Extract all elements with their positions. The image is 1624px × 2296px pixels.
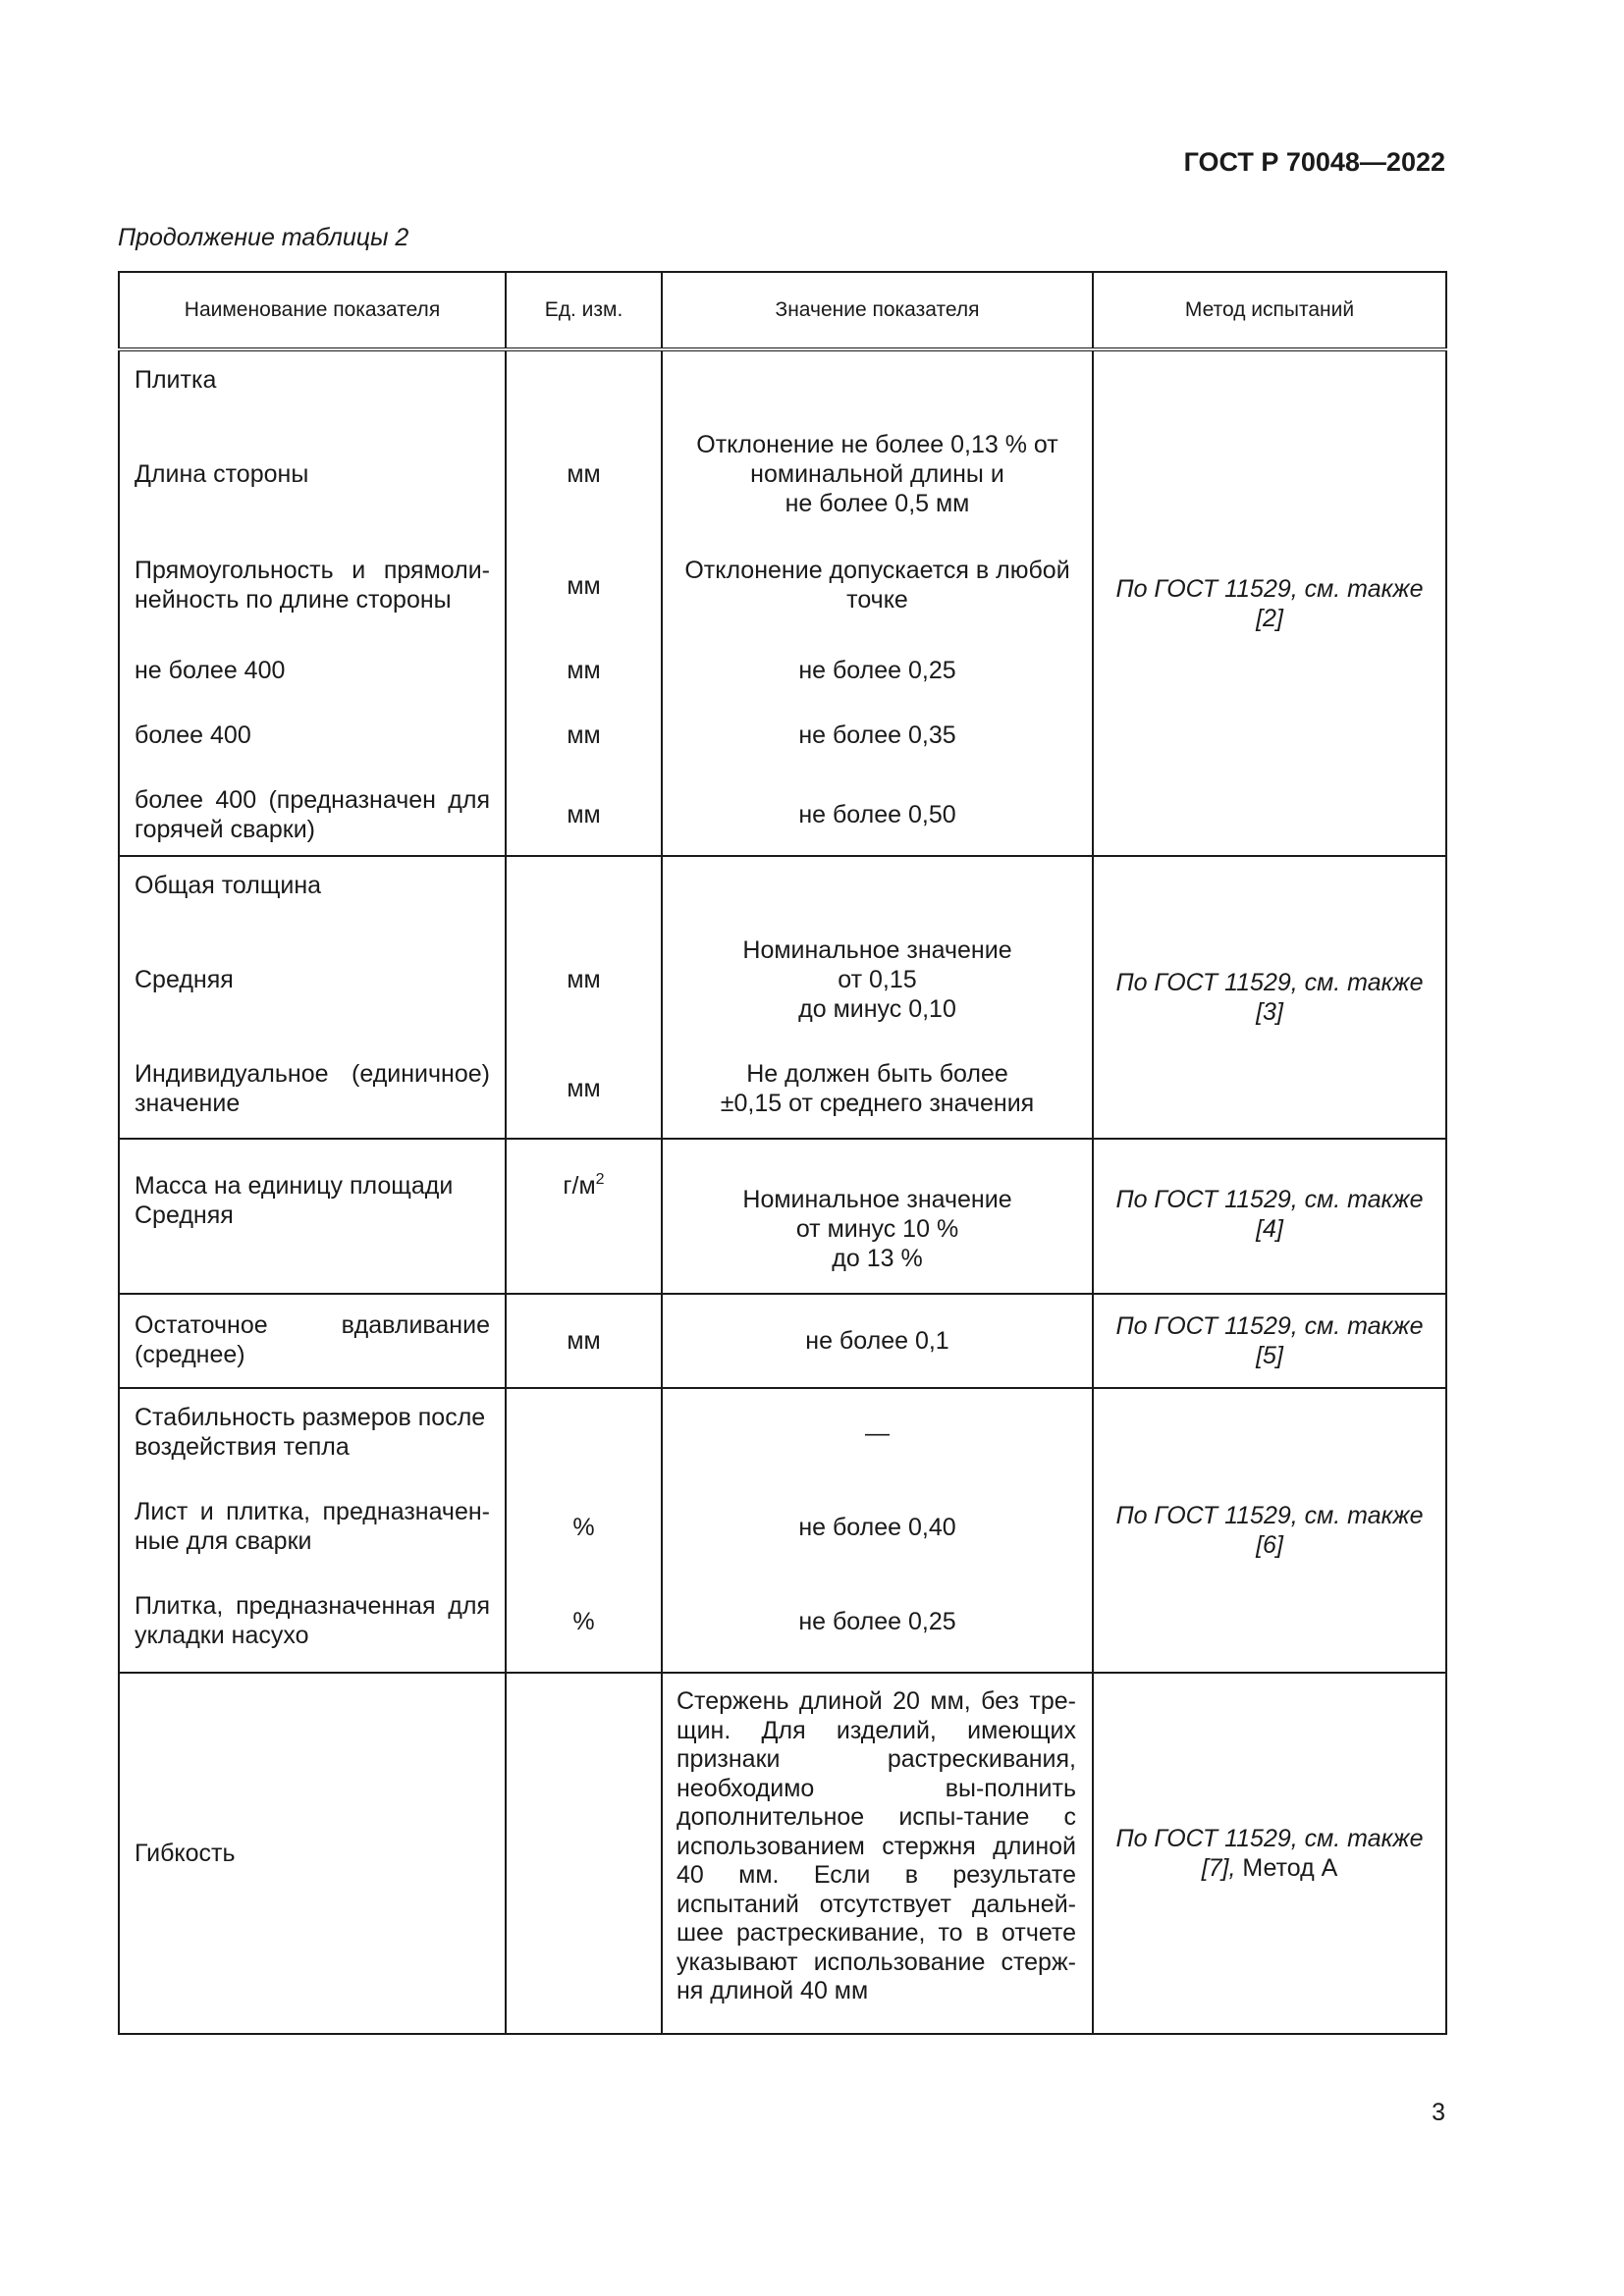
method-text: По ГОСТ 11529, см. также [1115,574,1424,603]
method-text: По ГОСТ 11529, см. также [1115,1825,1424,1852]
table-header-row [119,272,1446,349]
value-text: Отклонение не более 0,13 % от номинальной длины и не более 0,5 мм [696,431,1058,517]
value-text: Отклонение допускается в любой точке [684,557,1070,614]
method-suffix: Метод А [1235,1854,1338,1882]
value-text: не более 0,25 [798,657,956,684]
table-row-indentation [119,1294,1446,1388]
param-name: более 400 [135,721,251,749]
value-text: Номинальное значение от 0,15 до минус 0,10 [742,936,1012,1023]
cell-value [662,1139,1093,1294]
cell-unit [506,856,662,1139]
method-text: По ГОСТ 11529, см. также [1115,969,1424,996]
table-row-thickness [119,856,1446,1139]
param-name: Стабильность размеров после воздействия тепла [135,1404,486,1461]
cell-unit [506,1294,662,1388]
param-name: Индивидуальное (единичное) значение [135,1060,490,1117]
column-header-name: Наименование показателя [119,272,506,349]
cell-value [662,1673,1093,2034]
cell-unit [506,349,662,856]
unit-text: мм [567,801,601,828]
value-text: Не должен быть более ±0,15 от среднего значения [720,1060,1035,1117]
param-name: Масса на единицу площади Средняя [135,1172,454,1229]
standard-designation: ГОСТ Р 70048—2022 [1183,147,1445,177]
cell-name [119,856,506,1139]
method-reference: [5] [1256,1342,1283,1369]
param-name: Плитка [135,366,217,394]
specification-table [118,271,1447,2035]
value-text: Стержень длиной 20 мм, без тре-щин. Для изделий, имеющих признаки растрескивания, необходимо вы-полнить дополнительное испы-тание с использованием стержня длиной 40 мм. Если в результате испытаний отсутствует дальней-шее растрескивание, то в отчете указывают использование стерж-ня длиной 40 мм [677,1687,1076,2004]
cell-method [1093,1294,1446,1388]
cell-unit [506,1139,662,1294]
cell-name [119,1388,506,1673]
method-text: По ГОСТ 11529, см. также [1115,1312,1424,1340]
value-text: не более 0,40 [798,1514,956,1541]
param-name: Лист и плитка, предназначен- ные для сварки [135,1498,490,1555]
cell-name [119,1294,506,1388]
value-text: не более 0,50 [798,801,956,828]
table-row-mass [119,1139,1446,1294]
table-row-stability [119,1388,1446,1673]
unit-text: мм [567,721,601,749]
cell-method [1093,1673,1446,2034]
value-text: — [865,1419,890,1447]
unit-text: мм [567,572,601,600]
method-reference: [2] [1256,604,1283,632]
method-text: По ГОСТ 11529, см. также [1115,1502,1424,1529]
cell-value [662,349,1093,856]
cell-method [1093,856,1446,1139]
param-name: Прямоугольность и прямоли- нейность по длине стороны [135,557,490,614]
param-name: Остаточное вдавливание (среднее) [135,1311,490,1368]
cell-value [662,1294,1093,1388]
cell-name [119,1673,506,2034]
unit-text: мм [567,1075,601,1102]
method-reference: [6] [1256,1531,1283,1559]
table-caption: Продолжение таблицы 2 [118,224,409,251]
method-reference: [3] [1256,998,1283,1026]
cell-name [119,1139,506,1294]
param-name: более 400 (предназначен для горячей сварки) [135,786,490,843]
param-name: Длина стороны [135,460,309,488]
unit-text: мм [567,460,601,488]
table-row-tile [119,349,1446,856]
param-name: не более 400 [135,657,286,684]
column-header-value: Значение показателя [662,272,1093,349]
method-reference: [7], [1201,1854,1236,1882]
unit-text: % [572,1608,595,1635]
cell-unit [506,1388,662,1673]
param-name: Общая толщина [135,872,322,899]
unit-text: % [572,1514,595,1541]
param-name: Плитка, предназначенная для укладки насухо [135,1592,490,1649]
unit-text: мм [567,966,601,993]
cell-method [1093,1388,1446,1673]
cell-method [1093,349,1446,856]
cell-method [1093,1139,1446,1294]
param-name: Средняя [135,966,234,993]
unit-text: мм [567,1327,601,1355]
cell-unit [506,1673,662,2034]
cell-value [662,856,1093,1139]
unit-text: $г/м^2$ [563,1171,605,1200]
page-number: 3 [1432,2099,1445,2126]
value-text: Номинальное значение от минус 10 % до 13 % [742,1186,1012,1272]
cell-name [119,349,506,856]
value-text: не более 0,35 [798,721,956,749]
param-name: Гибкость [135,1840,236,1867]
cell-value [662,1388,1093,1673]
column-header-method: Метод испытаний [1093,272,1446,349]
value-text: не более 0,25 [798,1608,956,1635]
table-row-flexibility [119,1673,1446,2034]
unit-text: мм [567,657,601,684]
value-text: не более 0,1 [805,1327,949,1355]
column-header-unit: Ед. изм. [506,272,662,349]
method-text: По ГОСТ 11529, см. также [1115,1186,1424,1213]
method-reference: [4] [1256,1215,1283,1243]
